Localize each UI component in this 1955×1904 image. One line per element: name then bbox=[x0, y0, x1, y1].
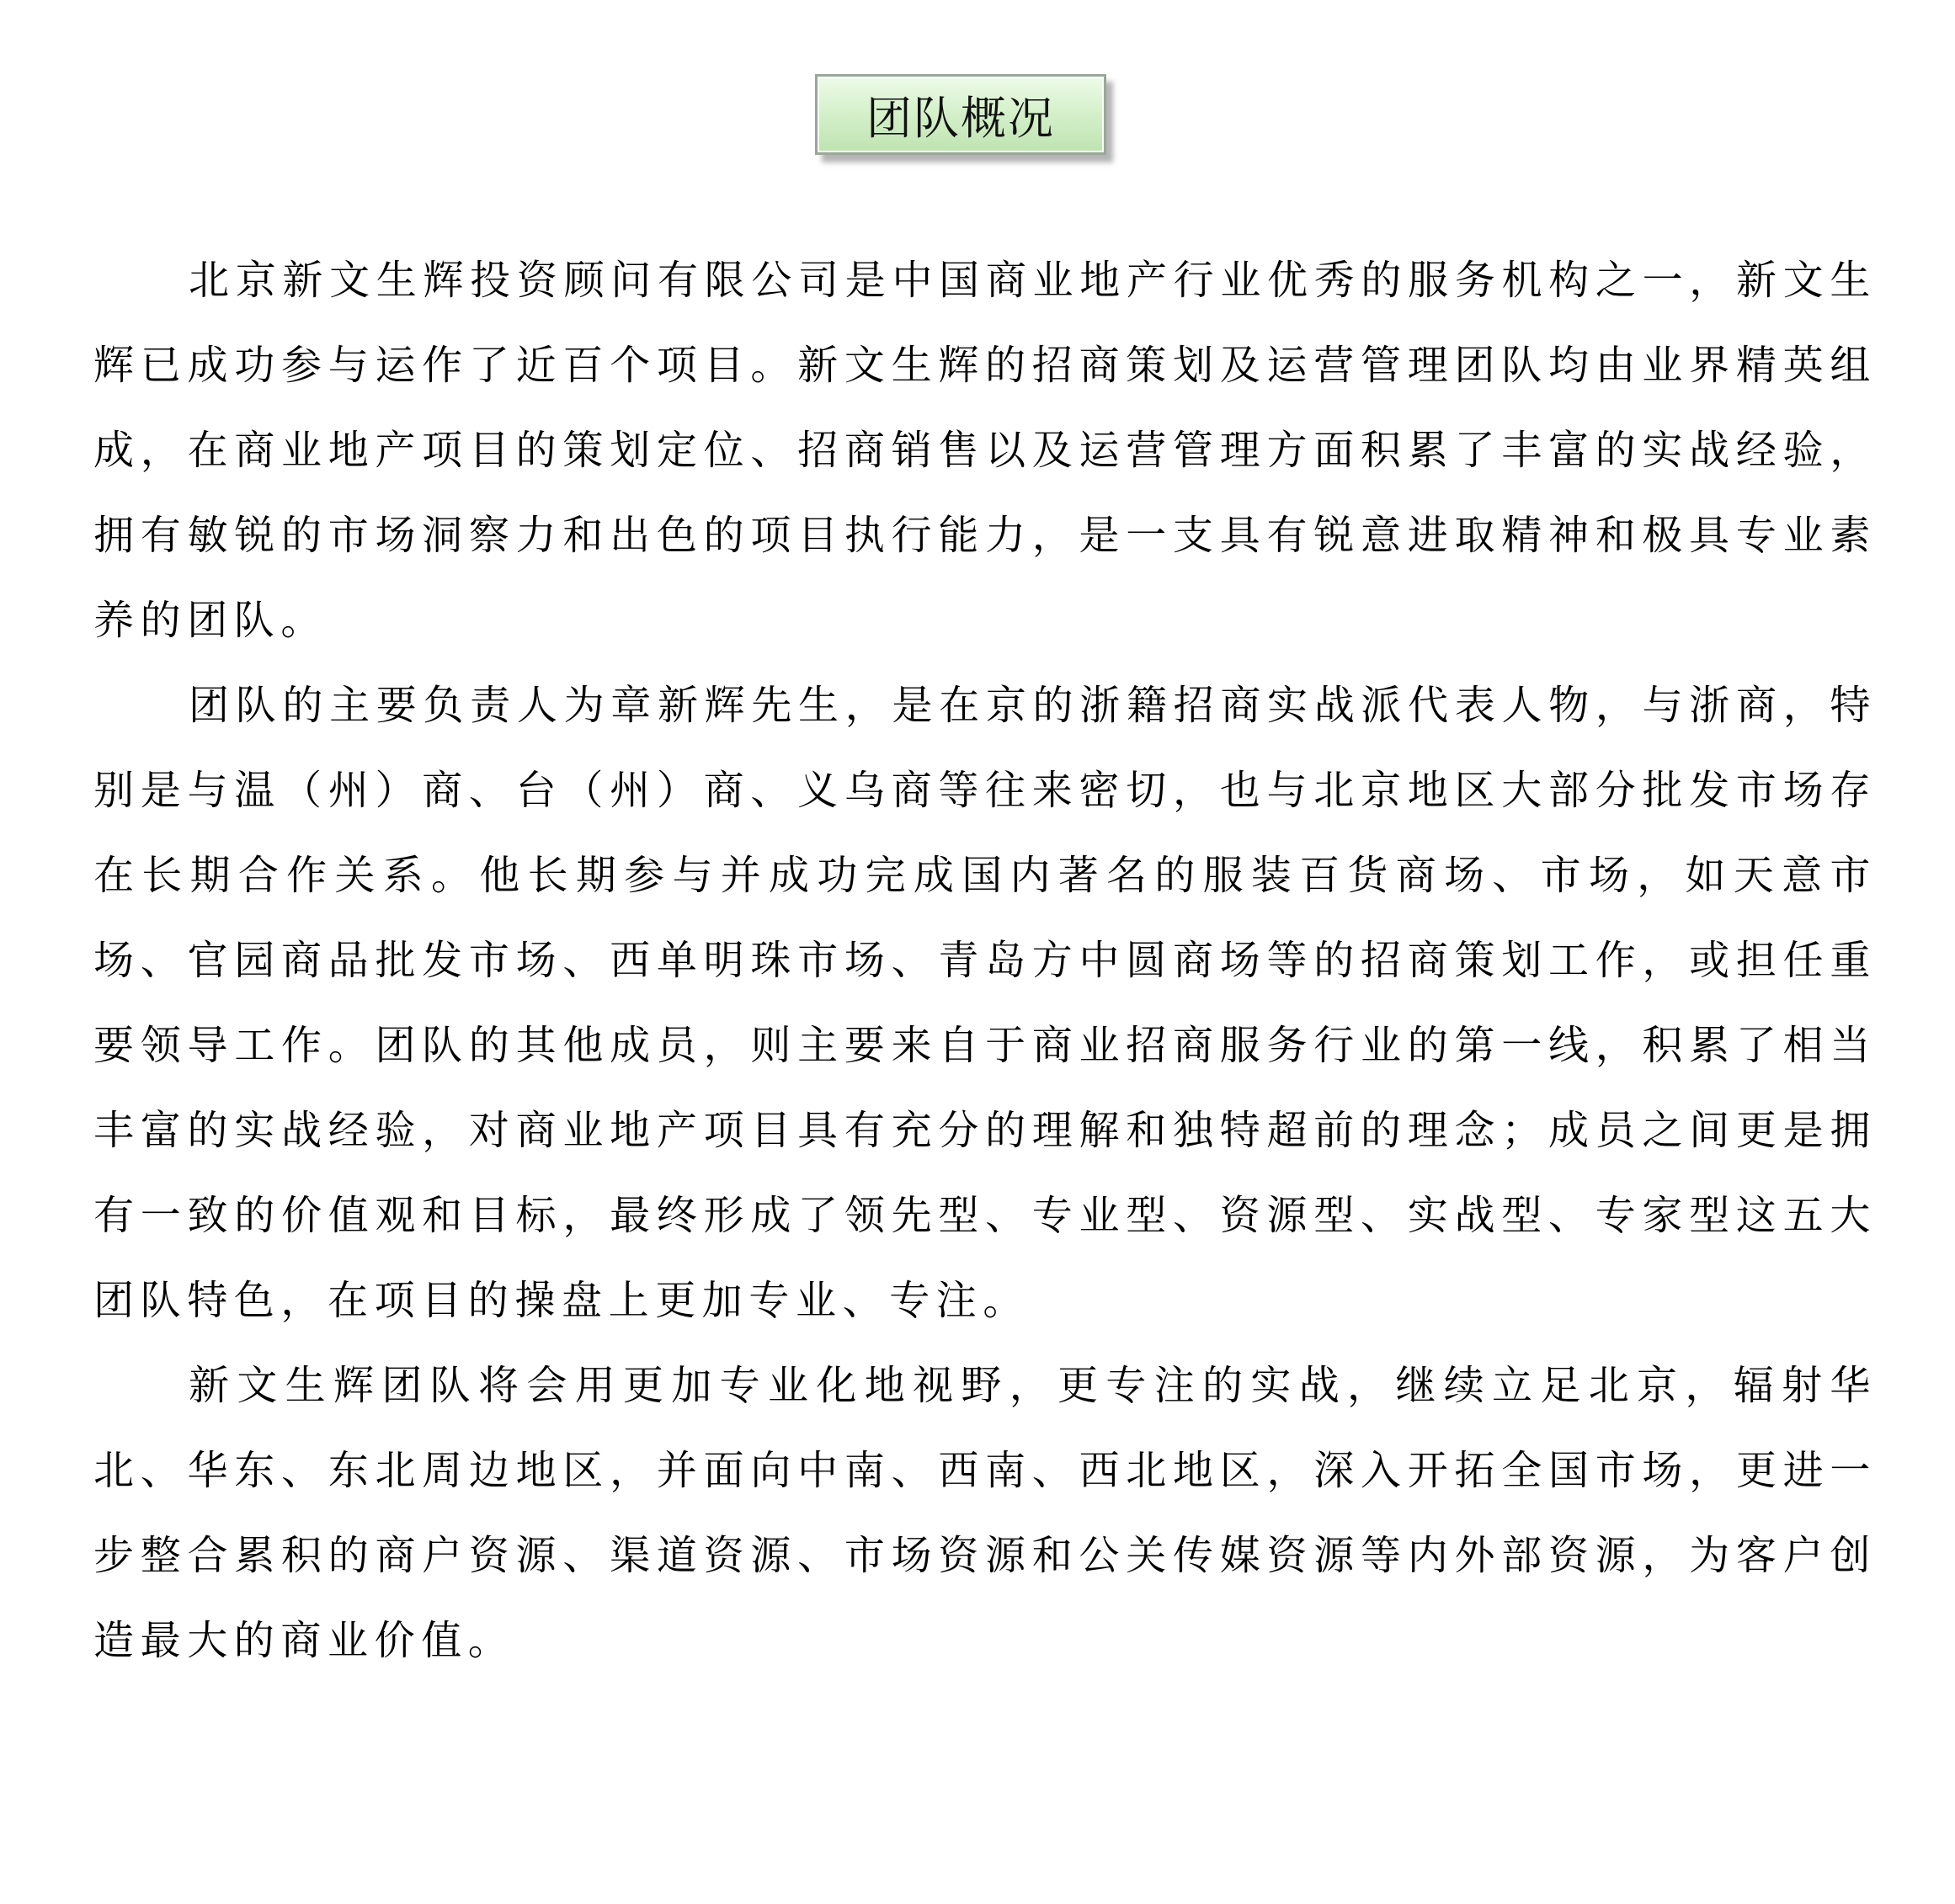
paragraph-team-leader: 团队的主要负责人为章新辉先生，是在京的浙籍招商实战派代表人物，与浙商，特别是与温（州）商、台（州）商、义乌商等往来密切，也与北京地区大部分批发市场存在长期合作关系。他长期参与并成功完成国内著名的服装百货商场、市场，如天意市场、官园商品批发市场、西单明珠市场、青岛方中圆商场等的招商策划工作，或担任重要领导工作。团队的其他成员，则主要来自于商业招商服务行业的第一线，积累了相当丰富的实战经验，对商业地产项目具有充分的理解和独特超前的理念；成员之间更是拥有一致的价值观和目标，最终形成了领先型、专业型、资源型、实战型、专家型这五大团队特色，在项目的操盘上更加专业、专注。 bbox=[93, 682, 1877, 1324]
paragraph-team-vision: 新文生辉团队将会用更加专业化地视野，更专注的实战，继续立足北京，辐射华北、华东、东北周边地区，并面向中南、西南、西北地区，深入开拓全国市场，更进一步整合累积的商户资源、渠道资源、市场资源和公关传媒资源等内外部资源，为客户创造最大的商业价值。 bbox=[93, 1362, 1877, 1664]
section-title: 团队概况 bbox=[866, 91, 1055, 145]
document-body bbox=[93, 238, 1877, 1683]
section-title-box bbox=[815, 74, 1106, 155]
paragraph-company-intro: 北京新文生辉投资顾问有限公司是中国商业地产行业优秀的服务机构之一，新文生辉已成功参与运作了近百个项目。新文生辉的招商策划及运营管理团队均由业界精英组成，在商业地产项目的策划定位、招商销售以及运营管理方面积累了丰富的实战经验，拥有敏锐的市场洞察力和出色的项目执行能力，是一支具有锐意进取精神和极具专业素养的团队。 bbox=[93, 257, 1877, 644]
